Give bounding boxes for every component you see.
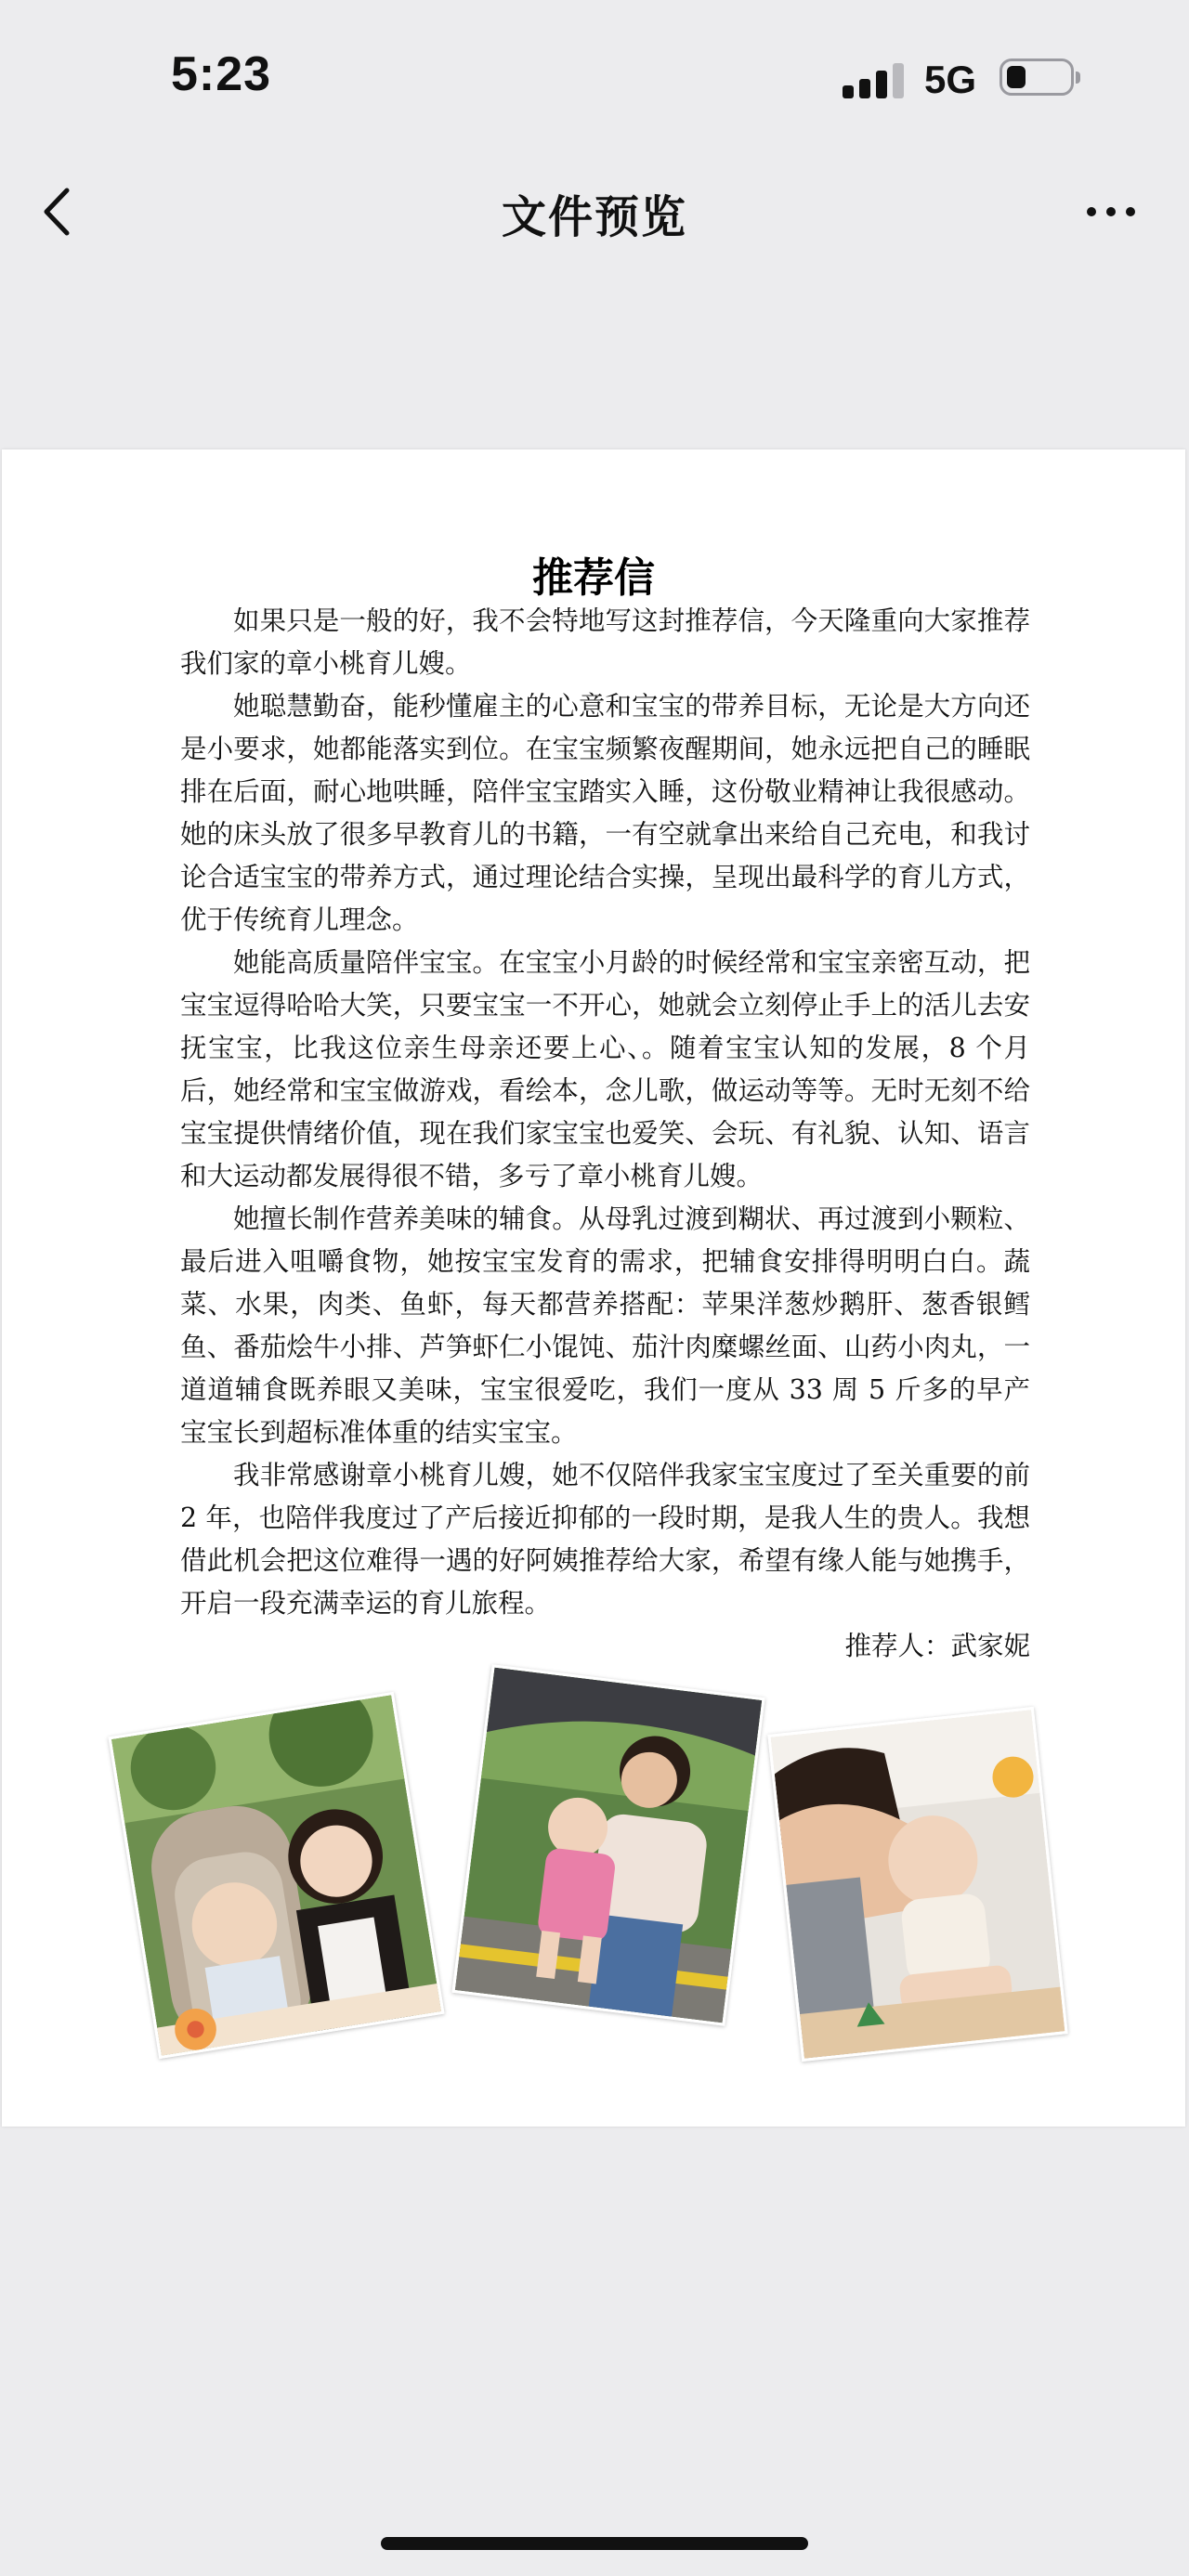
photo-adult-playing-with-baby — [767, 1707, 1067, 2062]
document-preview[interactable] — [2, 449, 1185, 2127]
letter-paragraph: 她擅长制作营养美味的辅食。从母乳过渡到糊状、再过渡到小颗粒、最后进入咀嚼食物，她按宝宝发育的需求，把辅食安排得明明白白。蔬菜、水果，肉类、鱼虾，每天都营养搭配：苹果洋葱炒鹅肝、葱香银鳕鱼、番茄烩牛小排、芦笋虾仁小馄饨、茄汁肉糜螺丝面、山药小肉丸，一道道辅食既养眼又美味，宝宝很爱吃，我们一度从 33 周 5 斤多的早产宝宝长到超标准体重的结实宝宝。 — [180, 1203, 1030, 1448]
signal-icon — [843, 61, 904, 98]
nav-bar — [0, 153, 1189, 265]
battery-icon — [1000, 59, 1074, 96]
letter-paragraph: 如果只是一般的好，我不会特地写这封推荐信，今天隆重向大家推荐我们家的章小桃育儿嫂。 — [180, 605, 1030, 679]
more-options-button[interactable] — [1078, 190, 1148, 231]
letter-paragraph: 她能高质量陪伴宝宝。在宝宝小月龄的时候经常和宝宝亲密互动，把宝宝逗得哈哈大笑，只要宝宝一不开心，她就会立刻停止手上的活儿去安抚宝宝，比我这位亲生母亲还要上心、。随着宝宝认知的发展，8 个月后，她经常和宝宝做游戏，看绘本，念儿歌，做运动等等。无时无刻不给宝宝提供情绪价值，现在我们家宝宝也爱笑、会玩、有礼貌、认知、语言和大运动都发展得很不错，多亏了章小桃育儿嫂。 — [180, 947, 1030, 1191]
network-type: 5G — [924, 58, 977, 101]
page-title: 文件预览 — [501, 191, 687, 243]
letter-paragraph: 我非常感谢章小桃育儿嫂，她不仅陪伴我家宝宝度过了至关重要的前 2 年，也陪伴我度过了产后接近抑郁的一段时期，是我人生的贵人。我想借此机会把这位难得一遇的好阿姨推荐给大家，希望有缘人能与她携手，开启一段充满幸运的育儿旅程。 — [180, 1460, 1030, 1619]
home-indicator[interactable] — [381, 2537, 808, 2550]
photo-nanny-carrying-baby — [451, 1664, 764, 2025]
status-time: 5:23 — [171, 47, 272, 101]
photo-mother-and-baby-stroller — [108, 1692, 444, 2059]
letter-body — [180, 600, 1030, 1668]
status-bar — [0, 0, 1189, 139]
letter-signature: 推荐人：武家妮 — [844, 1631, 1030, 1661]
letter-paragraph: 她聪慧勤奋，能秒懂雇主的心意和宝宝的带养目标，无论是大方向还是小要求，她都能落实到位。在宝宝频繁夜醒期间，她永远把自己的睡眠排在后面，耐心地哄睡，陪伴宝宝踏实入睡，这份敬业精神让我很感动。她的床头放了很多早教育儿的书籍，一有空就拿出来给自己充电，和我讨论合适宝宝的带养方式，通过理论结合实操，呈现出最科学的育儿方式，优于传统育儿理念。 — [180, 691, 1030, 935]
letter-title: 推荐信 — [532, 554, 655, 602]
